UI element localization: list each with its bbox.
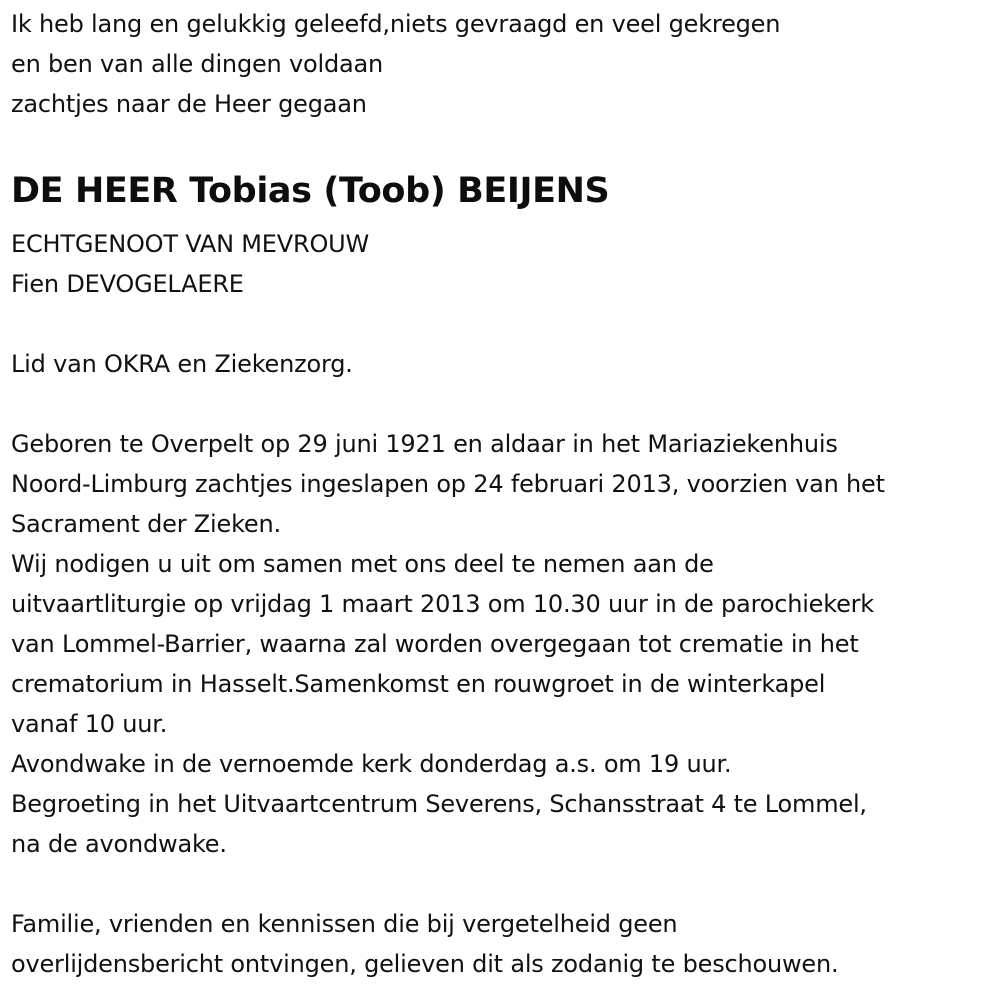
deceased-name: DE HEER Tobias (Toob) BEIJENS <box>11 171 610 211</box>
details-line: van Lommel-Barrier, waarna zal worden overgegaan tot crematie in het <box>11 630 859 658</box>
details-line: uitvaartliturgie op vrijdag 1 maart 2013 om 10.30 uur in de parochiekerk <box>11 590 875 618</box>
details-line: Geboren te Overpelt op 29 juni 1921 en aldaar in het Mariaziekenhuis <box>11 430 838 458</box>
closing-line: Familie, vrienden en kennissen die bij vergetelheid geen <box>11 910 678 938</box>
details-line: Sacrament der Zieken. <box>11 510 281 538</box>
poem-line: Ik heb lang en gelukkig geleefd,niets gevraagd en veel gekregen <box>11 10 781 38</box>
relation-label: ECHTGENOOT VAN MEVROUW <box>11 230 370 258</box>
details-line: Begroeting in het Uitvaartcentrum Severens, Schansstraat 4 te Lommel, <box>11 790 867 818</box>
closing-line: overlijdensbericht ontvingen, gelieven dit als zodanig te beschouwen. <box>11 950 839 978</box>
poem <box>11 4 996 124</box>
details-line: crematorium in Hasselt.Samenkomst en rouwgroet in de winterkapel <box>11 670 826 698</box>
spouse-name: Fien DEVOGELAERE <box>11 270 244 298</box>
closing-paragraph <box>11 904 996 984</box>
details-paragraph <box>11 424 996 864</box>
details-line: na de avondwake. <box>11 830 227 858</box>
poem-line: zachtjes naar de Heer gegaan <box>11 90 367 118</box>
poem-line: en ben van alle dingen voldaan <box>11 50 384 78</box>
obituary-notice <box>11 4 996 984</box>
membership-text: Lid van OKRA en Ziekenzorg. <box>11 350 353 378</box>
details-line: Noord-Limburg zachtjes ingeslapen op 24 februari 2013, voorzien van het <box>11 470 885 498</box>
details-line: Avondwake in de vernoemde kerk donderdag a.s. om 19 uur. <box>11 750 732 778</box>
details-line: vanaf 10 uur. <box>11 710 168 738</box>
details-line: Wij nodigen u uit om samen met ons deel te nemen aan de <box>11 550 714 578</box>
